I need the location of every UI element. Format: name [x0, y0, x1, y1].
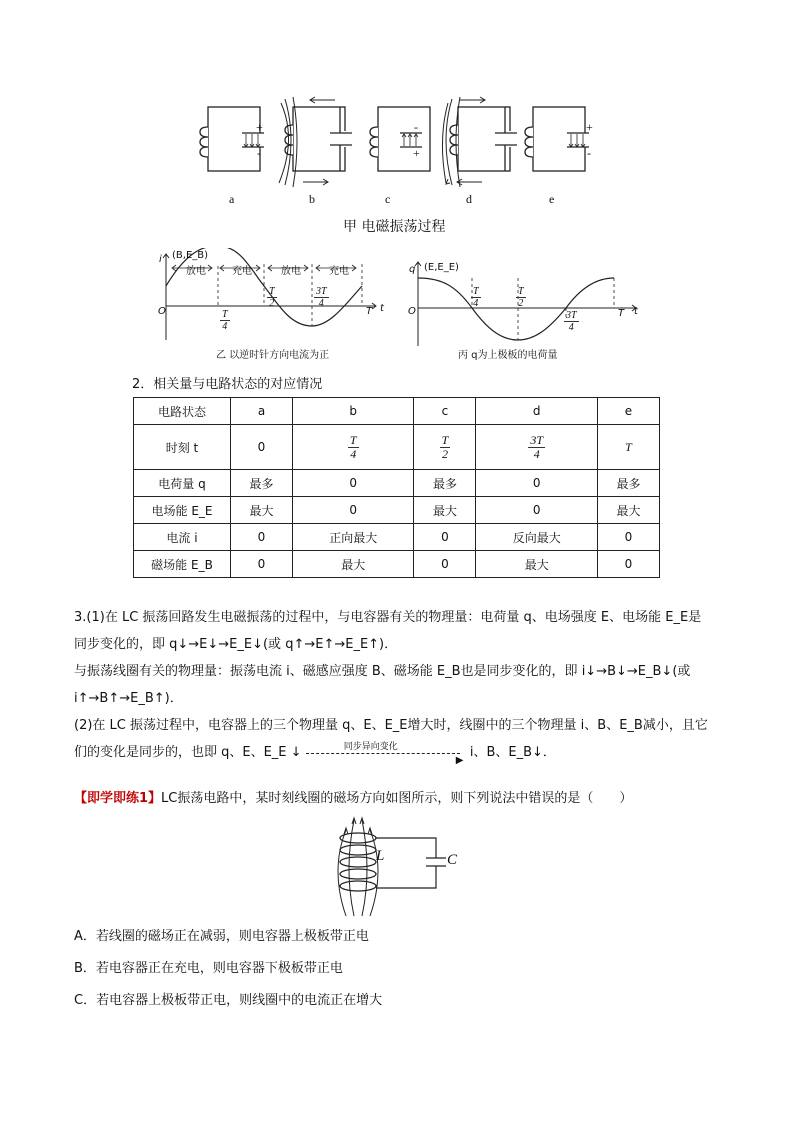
graph-b-tick-T: T: [366, 306, 373, 317]
section-3-text: [74, 604, 734, 766]
table-row: [134, 524, 660, 551]
table-cell: 0: [231, 425, 293, 470]
plate-sign-a-bottom: -: [257, 146, 261, 160]
graph-c-tick-T: T: [618, 308, 625, 319]
circuit-state-table: [133, 397, 660, 578]
table-cell: 最大: [231, 497, 293, 524]
section-3-line-6: [74, 739, 734, 766]
table-cell: 0: [293, 497, 414, 524]
coil-label-L: L: [376, 848, 385, 864]
section-3-line-1: 3.(1)在 LC 振荡回路发生电磁振荡的过程中，与电容器有关的物理量：电荷量 q、电场强度 E、电场能 E_E是: [74, 610, 702, 625]
table-cell: 0: [476, 470, 597, 497]
graph-b-phase-1: 放电: [186, 266, 206, 277]
table-row: [134, 470, 660, 497]
table-cell: 最多: [231, 470, 293, 497]
practice-question-text: LC振荡电路中，某时刻线圈的磁场方向如图所示，则下列说法中错误的是（ ）: [161, 791, 633, 806]
section-3-line-4: i↑→B↑→E_B↑)．: [74, 691, 183, 706]
table-cell: 最大: [414, 497, 476, 524]
table-header-cell: 电路状态: [134, 398, 231, 425]
circuit-label-b: b: [309, 192, 315, 206]
circuit-b: [279, 97, 360, 187]
table-header-row: [134, 398, 660, 425]
table-row-label: 电荷量 q: [134, 470, 231, 497]
table-cell: 最大: [293, 551, 414, 578]
section-3-line-3: 与振荡线圈有关的物理量：振荡电流 i、磁感应强度 B、磁场能 E_B也是同步变化的，即 i↓→B↓→E_B↓(或: [74, 664, 691, 679]
section-3-line-2: 同步变化的，即 q↓→E↓→E_E↓(或 q↑→E↑→E_E↑)．: [74, 637, 398, 652]
capacitor-label-C: C: [447, 852, 458, 868]
graph-c-axis-t: t: [634, 306, 638, 317]
graph-c-tick-quarter: $\frac{T}{4}$: [473, 286, 479, 309]
circuit-label-a: a: [229, 192, 235, 206]
table-cell: 0: [414, 524, 476, 551]
plate-sign-e-bottom: -: [587, 146, 591, 160]
graph-b-axis-i: i: [159, 254, 162, 265]
lc-coil-figure: [318, 812, 468, 920]
section-3-line-5: (2)在 LC 振荡过程中，电容器上的三个物理量 q、E、E_E增大时，线圈中的三个物理量 i、B、E_B减小，且它: [74, 718, 708, 733]
graph-b-tick-half: $\frac{T}{2}$: [269, 286, 275, 309]
option-c: C．若电容器上极板带正电，则线圈中的电流正在增大: [74, 993, 383, 1008]
graph-b-phase-2: 充电: [232, 266, 252, 277]
graph-b-phase-4: 充电: [329, 266, 349, 277]
circuit-a: [200, 107, 275, 171]
table-row: [134, 497, 660, 524]
graph-c-legend: (E,E_E): [424, 262, 459, 273]
table-cell: 最大: [597, 497, 659, 524]
circuit-label-e: e: [549, 192, 555, 206]
section-3-line-6-post: i、B、E_B↓．: [469, 745, 556, 760]
table-cell: 最大: [476, 551, 597, 578]
plate-sign-a-top: +: [256, 120, 263, 134]
table-cell: 正向最大: [293, 524, 414, 551]
table-cell: T: [597, 425, 659, 470]
section-2-heading: 2．相关量与电路状态的对应情况: [132, 377, 323, 392]
table-cell: 0: [293, 470, 414, 497]
table-cell: 0: [414, 551, 476, 578]
table-cell: 0: [231, 524, 293, 551]
table-header-cell: c: [414, 398, 476, 425]
table-cell: $\frac{3T}{4}$: [476, 425, 597, 470]
graph-c-axis-q: q: [409, 264, 416, 275]
table-cell: $\frac{T}{2}$: [414, 425, 476, 470]
option-b: B．若电容器正在充电，则电容器下极板带正电: [74, 961, 343, 976]
graph-c-origin: O: [408, 306, 416, 317]
figure-jia-caption: 甲 电磁振荡过程: [343, 219, 446, 235]
table-header-cell: b: [293, 398, 414, 425]
plate-sign-e-top: +: [586, 120, 593, 134]
table-cell: 0: [231, 551, 293, 578]
table-cell: 最多: [597, 470, 659, 497]
graph-c-caption: 丙 q为上极板的电荷量: [458, 350, 558, 361]
circuit-label-d: d: [466, 192, 472, 206]
plate-sign-c-top: -: [414, 120, 418, 134]
circuit-label-c: c: [385, 192, 391, 206]
table-cell: 最多: [414, 470, 476, 497]
practice-tag: 【即学即练1】: [74, 791, 162, 806]
plate-sign-c-bottom: +: [413, 146, 420, 160]
table-cell: 0: [597, 551, 659, 578]
table-row-label: 电流 i: [134, 524, 231, 551]
sync-reverse-arrow: 同步异向变化 ▶: [306, 746, 466, 760]
table-cell: $\frac{T}{4}$: [293, 425, 414, 470]
table-header-cell: e: [597, 398, 659, 425]
option-a: A．若线圈的磁场正在减弱，则电容器上极板带正电: [74, 929, 369, 944]
table-cell: 0: [597, 524, 659, 551]
graph-b-phase-3: 放电: [281, 266, 301, 277]
graph-b-tick-quarter: $\frac{T}{4}$: [222, 309, 228, 332]
sync-reverse-arrow-label: 同步异向变化: [343, 741, 398, 752]
table-cell: 0: [476, 497, 597, 524]
table-row-label: 磁场能 E_B: [134, 551, 231, 578]
circuit-c: [370, 107, 430, 171]
graph-b-axis-t: t: [380, 303, 384, 314]
circuit-d: [442, 97, 525, 187]
table-header-cell: a: [231, 398, 293, 425]
lc-oscillation-figure: [190, 95, 610, 195]
table-row-label: 电场能 E_E: [134, 497, 231, 524]
graph-c-tick-half: $\frac{T}{2}$: [518, 286, 524, 309]
table-row-label: 时刻 t: [134, 425, 231, 470]
table-cell: 反向最大: [476, 524, 597, 551]
graph-b-caption: 乙 以逆时针方向电流为正: [216, 350, 330, 361]
table-row: [134, 551, 660, 578]
graph-b-legend: (B,E_B): [172, 250, 209, 261]
practice-question: [74, 787, 632, 806]
section-3-line-6-pre: 们的变化是同步的，也即 q、E、E_E ↓: [74, 745, 302, 760]
table-time-row: [134, 425, 660, 470]
graph-b-tick-three-quarter: $\frac{3T}{4}$: [316, 286, 327, 309]
table-header-cell: d: [476, 398, 597, 425]
graph-b-origin: O: [158, 306, 166, 317]
circuit-e: [525, 107, 592, 171]
graph-c-tick-three-quarter: $\frac{3T}{4}$: [566, 310, 577, 333]
